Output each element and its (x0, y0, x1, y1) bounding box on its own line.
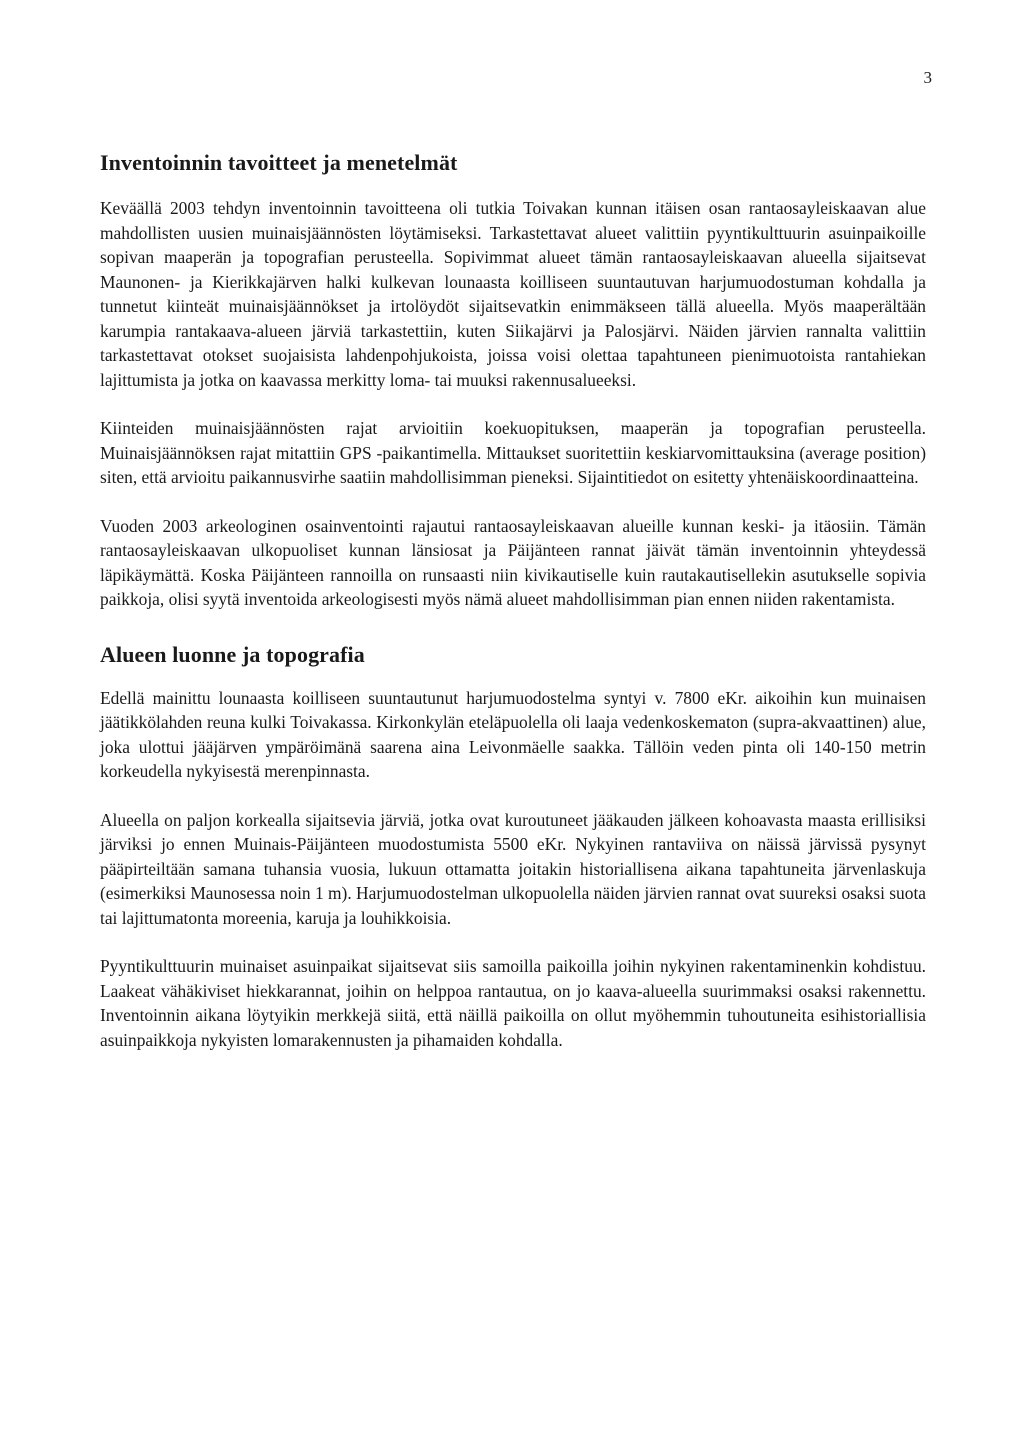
paragraph: Pyyntikulttuurin muinaiset asuinpaikat sijaitsevat siis samoilla paikoilla joihin nykyinen rakentaminenkin kohdistuu. Laakeat vähäkiviset hiekkarannat, joihin on helppoa rantautua, on jo kaava-alueella suurimmaksi osaksi rakennettu. Inventoinnin aikana löytyikin merkkejä siitä, että näillä paikoilla on ollut myöhemmin tuhoutuneita esihistoriallisia asuinpaikkoja nykyisten lomarakennusten ja pihamaiden kohdalla. (100, 956, 926, 1050)
paragraph: Vuoden 2003 arkeologinen osainventointi rajautui rantaosayleiskaavan alueille kunnan keski- ja itäosiin. Tämän rantaosayleiskaavan ulkopuoliset kunnan länsiosat ja Päijänteen rannat jäivät tämän inventoinnin yhteydessä läpikäymättä. Koska Päijänteen rannoilla on runsaasti niin kivikautiselle kuin rautakautisellekin asutukselle sopivia paikkoja, olisi syytä inventoida arkeologisesti myös nämä alueet mahdollisimman pian ennen niiden rakentamista. (100, 515, 926, 609)
section-heading-goals: Inventoinnin tavoitteet ja menetelmät (100, 150, 458, 175)
paragraph: Alueella on paljon korkealla sijaitsevia järviä, jotka ovat kuroutuneet jääkauden jälkeen kohoavasta maasta erillisiksi järviksi jo ennen Muinais-Päijänteen muodostumista 5500 eKr. Nykyinen rantaviiva on näissä järvissä pysynyt pääpirteiltään samana tuhansia vuosia, lukuun ottamatta joitakin historiallisena aikana tapahtuneita järvenlaskuja (esimerkiksi Maunosessa noin 1 m). Harjumuodostelman ulkopuolella näiden järvien rannat ovat suureksi osaksi suota tai lajittumatonta moreenia, karuja ja louhikkoisia. (100, 809, 926, 928)
document-body (100, 148, 926, 1052)
section-heading-nature: Alueen luonne ja topografia (100, 641, 365, 667)
page-number: 3 (923, 68, 932, 87)
paragraph: Edellä mainittu lounaasta koilliseen suuntautunut harjumuodostelma syntyi v. 7800 eKr. aikoihin kun muinaisen jäätikkölahden reuna kulki Toivakassa. Kirkonkylän eteläpuolella oli laaja vedenkoskematon (supra-akvaattinen) alue, joka ulottui jääjärven ympäröimänä saarena aina Leivonmäelle saakka. Tällöin veden pinta oli 140-150 metrin korkeudella nykyisestä merenpinnasta. (100, 687, 926, 781)
paragraph: Keväällä 2003 tehdyn inventoinnin tavoitteena oli tutkia Toivakan kunnan itäisen osan rantaosayleiskaavan alue mahdollisten uusien muinaisjäännösten löytämiseksi. Tarkastettavat alueet valittiin pyyntikulttuurin asuinpaikoille sopivan maaperän ja topografian perusteella. Sopivimmat alueet tämän rantaosayleiskaavan alueella sijaitsevat Maunonen- ja Kierikkajärven halki kulkevan lounaasta koilliseen suuntautuvan harjumuodostuman kohdalla ja tunnetut kiinteät muinaisjäännökset ja irtolöydöt sijaitsevatkin enimmäkseen tällä alueella. Myös maaperältään karumpia rantakaava-alueen järviä tarkastettiin, kuten Siikajärvi ja Palosjärvi. Näiden järvien rannalta valittiin tarkastettavat otokset suojaisista lahdenpohjukoista, joissa voisi olettaa tapahtuneen pienimuotoista rantahiekan lajittumista ja jotka on kaavassa merkitty loma- tai muuksi rakennusalueeksi. (100, 198, 926, 390)
paragraph: Kiinteiden muinaisjäännösten rajat arvioitiin koekuopituksen, maaperän ja topografian perusteella. Muinaisjäännöksen rajat mitattiin GPS -paikantimella. Mittaukset suoritettiin keskiarvomittauksina (average position) siten, että arvioitu paikannusvirhe saatiin mahdollisimman pieneksi. Sijaintitiedot on esitetty yhtenäiskoordinaatteina. (100, 418, 926, 487)
